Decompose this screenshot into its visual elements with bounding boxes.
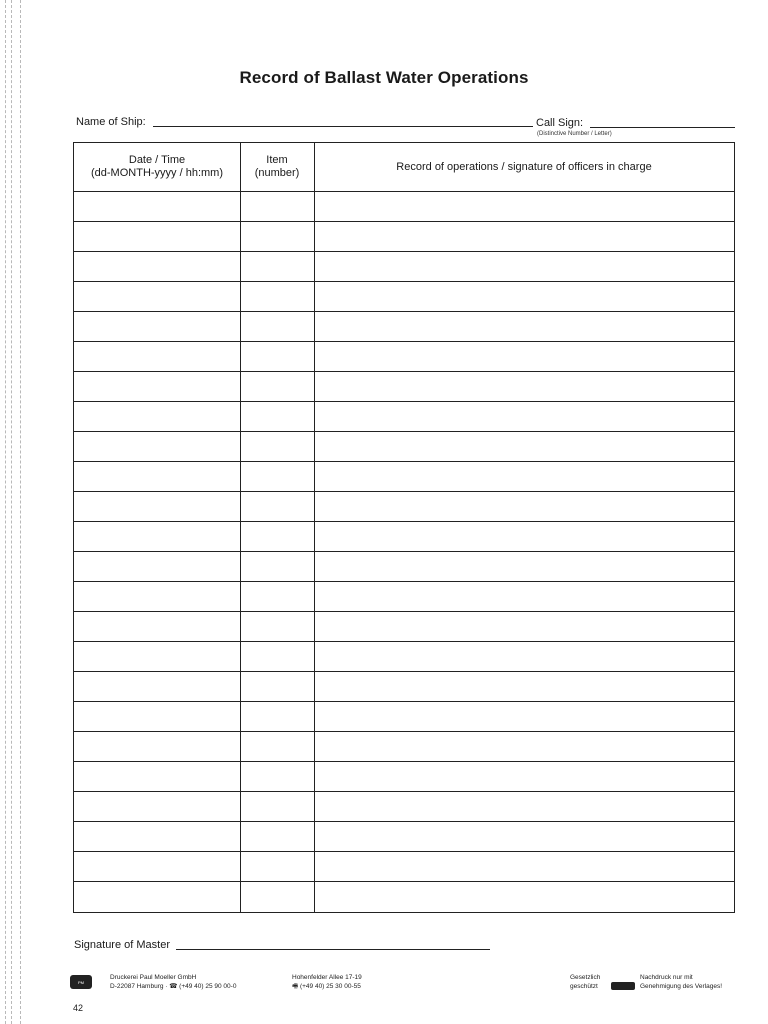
header-item	[240, 143, 314, 191]
record-cell[interactable]	[314, 312, 734, 342]
item-cell[interactable]	[240, 282, 314, 312]
date-time-cell[interactable]	[74, 432, 240, 462]
item-cell[interactable]	[240, 402, 314, 432]
table-row	[74, 282, 734, 312]
date-time-cell[interactable]	[74, 672, 240, 702]
record-cell[interactable]	[314, 552, 734, 582]
item-cell[interactable]	[240, 552, 314, 582]
page-number: 42	[73, 1003, 84, 1013]
record-cell[interactable]	[314, 192, 734, 222]
signature-of-master-field[interactable]	[176, 949, 490, 950]
date-time-cell[interactable]	[74, 612, 240, 642]
legal-line-1: Gesetzlich	[570, 974, 601, 981]
record-cell[interactable]	[314, 672, 734, 702]
item-cell[interactable]	[240, 792, 314, 822]
reprint-notice	[640, 973, 722, 991]
item-cell[interactable]	[240, 312, 314, 342]
record-cell[interactable]	[314, 402, 734, 432]
legal-notice	[570, 973, 600, 991]
date-time-cell[interactable]	[74, 492, 240, 522]
item-cell[interactable]	[240, 462, 314, 492]
item-cell[interactable]	[240, 642, 314, 672]
reprint-line-2: Genehmigung des Verlages!	[640, 983, 723, 990]
table-row	[74, 672, 734, 702]
date-time-cell[interactable]	[74, 282, 240, 312]
date-time-cell[interactable]	[74, 342, 240, 372]
record-cell[interactable]	[314, 522, 734, 552]
page-title: Record of Ballast Water Operations	[239, 68, 529, 87]
record-cell[interactable]	[314, 732, 734, 762]
printer-street: Hohenfelder Allee 17-19	[292, 974, 362, 981]
record-cell[interactable]	[314, 372, 734, 402]
printer-logo: PM	[70, 975, 92, 989]
item-cell[interactable]	[240, 582, 314, 612]
date-time-cell[interactable]	[74, 762, 240, 792]
record-cell[interactable]	[314, 462, 734, 492]
date-time-cell[interactable]	[74, 702, 240, 732]
date-time-cell[interactable]	[74, 252, 240, 282]
table-row	[74, 222, 734, 252]
item-cell[interactable]	[240, 522, 314, 552]
table-row	[74, 702, 734, 732]
date-time-cell[interactable]	[74, 372, 240, 402]
header-item-format: (number)	[254, 167, 300, 179]
printer-city-phone: D-22087 Hamburg · ☎ (+49 40) 25 90 00-0	[110, 983, 237, 990]
date-time-cell[interactable]	[74, 852, 240, 882]
item-cell[interactable]	[240, 732, 314, 762]
date-time-cell[interactable]	[74, 522, 240, 552]
item-cell[interactable]	[240, 822, 314, 852]
item-cell[interactable]	[240, 192, 314, 222]
item-cell[interactable]	[240, 492, 314, 522]
record-cell[interactable]	[314, 612, 734, 642]
item-cell[interactable]	[240, 612, 314, 642]
record-cell[interactable]	[314, 762, 734, 792]
item-cell[interactable]	[240, 252, 314, 282]
table-row	[74, 882, 734, 912]
call-sign-subtitle: (Distinctive Number / Letter)	[537, 131, 612, 137]
record-cell[interactable]	[314, 852, 734, 882]
table-row	[74, 582, 734, 612]
date-time-cell[interactable]	[74, 732, 240, 762]
date-time-cell[interactable]	[74, 402, 240, 432]
item-cell[interactable]	[240, 372, 314, 402]
header-date-time-title: Date / Time	[128, 154, 186, 166]
header-date-time	[74, 143, 240, 191]
table-row	[74, 342, 734, 372]
ballast-log-table	[73, 142, 735, 913]
item-cell[interactable]	[240, 432, 314, 462]
reprint-line-1: Nachdruck nur mit	[640, 974, 693, 981]
call-sign-label: Call Sign:	[536, 117, 584, 129]
table-row	[74, 762, 734, 792]
copyright-logo	[611, 982, 635, 990]
legal-line-2: geschützt	[570, 983, 598, 990]
date-time-cell[interactable]	[74, 312, 240, 342]
record-cell[interactable]	[314, 222, 734, 252]
item-cell[interactable]	[240, 762, 314, 792]
record-cell[interactable]	[314, 822, 734, 852]
table-row	[74, 552, 734, 582]
name-of-ship-label: Name of Ship:	[76, 116, 146, 128]
header-item-title: Item	[266, 154, 288, 166]
item-cell[interactable]	[240, 882, 314, 912]
record-cell[interactable]	[314, 432, 734, 462]
table-row	[74, 372, 734, 402]
table-row	[74, 192, 734, 222]
fax-icon: 🖷	[292, 983, 300, 990]
printer-fax	[292, 982, 362, 991]
printer-contact	[292, 973, 362, 991]
date-time-cell[interactable]	[74, 882, 240, 912]
record-cell[interactable]	[314, 882, 734, 912]
record-cell[interactable]	[314, 582, 734, 612]
date-time-cell[interactable]	[74, 822, 240, 852]
table-row	[74, 792, 734, 822]
table-row	[74, 822, 734, 852]
record-cell[interactable]	[314, 342, 734, 372]
table-row	[74, 522, 734, 552]
date-time-cell[interactable]	[74, 552, 240, 582]
table-row	[74, 642, 734, 672]
table-row	[74, 492, 734, 522]
table-row	[74, 252, 734, 282]
record-cell[interactable]	[314, 792, 734, 822]
signature-of-master-label: Signature of Master	[74, 939, 170, 951]
header-record	[314, 143, 734, 191]
record-cell[interactable]	[314, 702, 734, 732]
date-time-cell[interactable]	[74, 222, 240, 252]
call-sign-field[interactable]	[590, 127, 735, 128]
table-row	[74, 612, 734, 642]
date-time-cell[interactable]	[74, 582, 240, 612]
record-cell[interactable]	[314, 492, 734, 522]
record-cell[interactable]	[314, 642, 734, 672]
date-time-cell[interactable]	[74, 192, 240, 222]
item-cell[interactable]	[240, 852, 314, 882]
printer-fax-number: (+49 40) 25 30 00-55	[299, 983, 361, 990]
record-cell[interactable]	[314, 282, 734, 312]
table-row	[74, 312, 734, 342]
item-cell[interactable]	[240, 342, 314, 372]
item-cell[interactable]	[240, 702, 314, 732]
table-row	[74, 432, 734, 462]
header-date-time-format: (dd-MONTH-yyyy / hh:mm)	[91, 167, 223, 179]
date-time-cell[interactable]	[74, 462, 240, 492]
item-cell[interactable]	[240, 222, 314, 252]
table-row	[74, 852, 734, 882]
table-row	[74, 462, 734, 492]
record-cell[interactable]	[314, 252, 734, 282]
date-time-cell[interactable]	[74, 792, 240, 822]
table-row	[74, 732, 734, 762]
printer-address	[110, 973, 236, 991]
name-of-ship-field[interactable]	[153, 126, 533, 127]
date-time-cell[interactable]	[74, 642, 240, 672]
printer-name: Druckerei Paul Moeller GmbH	[110, 974, 197, 981]
binding-edge	[0, 0, 28, 1024]
item-cell[interactable]	[240, 672, 314, 702]
table-row	[74, 402, 734, 432]
header-record-title: Record of operations / signature of officers in charge	[396, 160, 652, 173]
